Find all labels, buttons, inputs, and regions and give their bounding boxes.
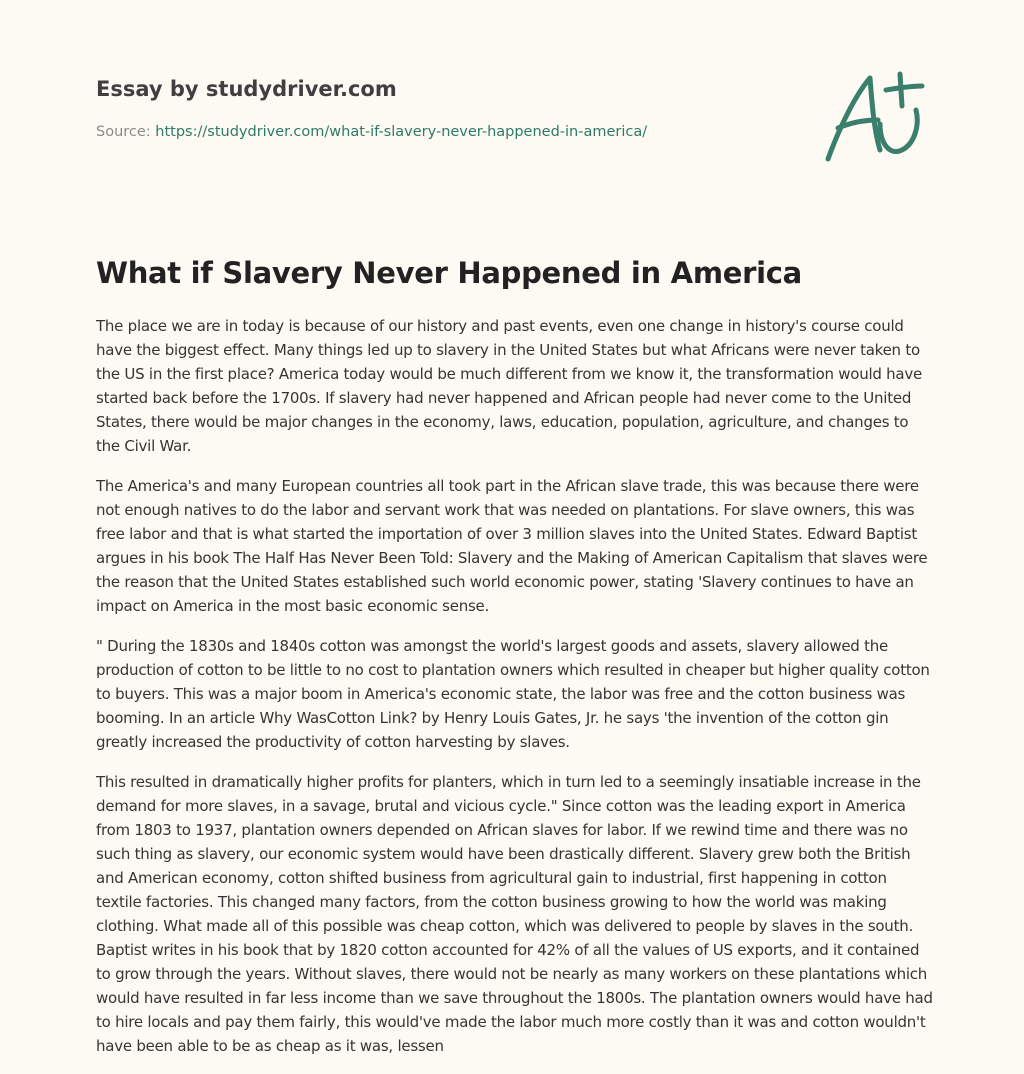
essay-paragraph: The America's and many European countries all took part in the African slave trade, this was because there were not enough natives to do the labor and servant work that was needed on plantations. For slave owners, this was free labor and that is what started the importation of over 3 million slaves into the United States. Edward Baptist argues in his book The Half Has Never Been Told: Slavery and the Making of American Capitalism that slaves were the reason that the United States established such world economic power, stating 'Slavery continues to have an impact on America in the most basic economic sense. bbox=[96, 477, 928, 615]
logo-text: A+ bbox=[818, 64, 820, 65]
page-header bbox=[96, 74, 736, 142]
a-plus-logo-icon bbox=[818, 64, 928, 168]
essay-paragraph: This resulted in dramatically higher profits for planters, which in turn led to a seemingly insatiable increase in the demand for more slaves, in a savage, brutal and vicious cycle." Since cotton was the leading export in America from 1803 to 1937, plantation owners depended on African slaves for labor. If we rewind time and there was no such thing as slavery, our economic system would have been drastically different. Slavery grew both the British and American economy, cotton shifted business from agricultural gain to industrial, first happening in cotton textile factories. This changed many factors, from the cotton business growing to how the world was making clothing. What made all of this possible was cheap cotton, which was delivered to people by slaves in the south. Baptist writes in his book that by 1820 cotton accounted for 42% of all the values of US exports, and it contained to grow through the years. Without slaves, there would not be nearly as many workers on these plantations which would have resulted in far less income than we save throughout the 1800s. The plantation owners would have had to hire locals and pay them fairly, this would've made the labor much more costly than it was and cotton wouldn't have been able to be as cheap as it was, lessen bbox=[96, 773, 933, 1055]
essay-body bbox=[96, 314, 936, 1074]
essay-paragraph: " During the 1830s and 1840s cotton was amongst the world's largest goods and assets, slavery allowed the production of cotton to be little to no cost to plantation owners which resulted in cheaper but higher quality cotton to buyers. This was a major boom in America's economic state, the labor was free and the cotton business was booming. In an article Why WasCotton Link? by Henry Louis Gates, Jr. he says 'the invention of the cotton gin greatly increased the productivity of cotton harvesting by slaves. bbox=[96, 637, 930, 751]
source-line bbox=[96, 122, 736, 142]
essay-title: What if Slavery Never Happened in America bbox=[96, 256, 802, 290]
source-label: Source: bbox=[96, 124, 151, 140]
brand-title: Essay by studydriver.com bbox=[96, 77, 397, 101]
essay-paragraph: The place we are in today is because of our history and past events, even one change in history's course could have the biggest effect. Many things led up to slavery in the United States but what Africans were never taken to the US in the first place? America today would be much different from we know it, the transformation would have started back before the 1700s. If slavery had never happened and African people had never come to the United States, there would be major changes in the economy, laws, education, population, agriculture, and changes to the Civil War. bbox=[96, 317, 922, 455]
source-link[interactable]: https://studydriver.com/what-if-slavery-never-happened-in-america/ bbox=[155, 124, 648, 140]
